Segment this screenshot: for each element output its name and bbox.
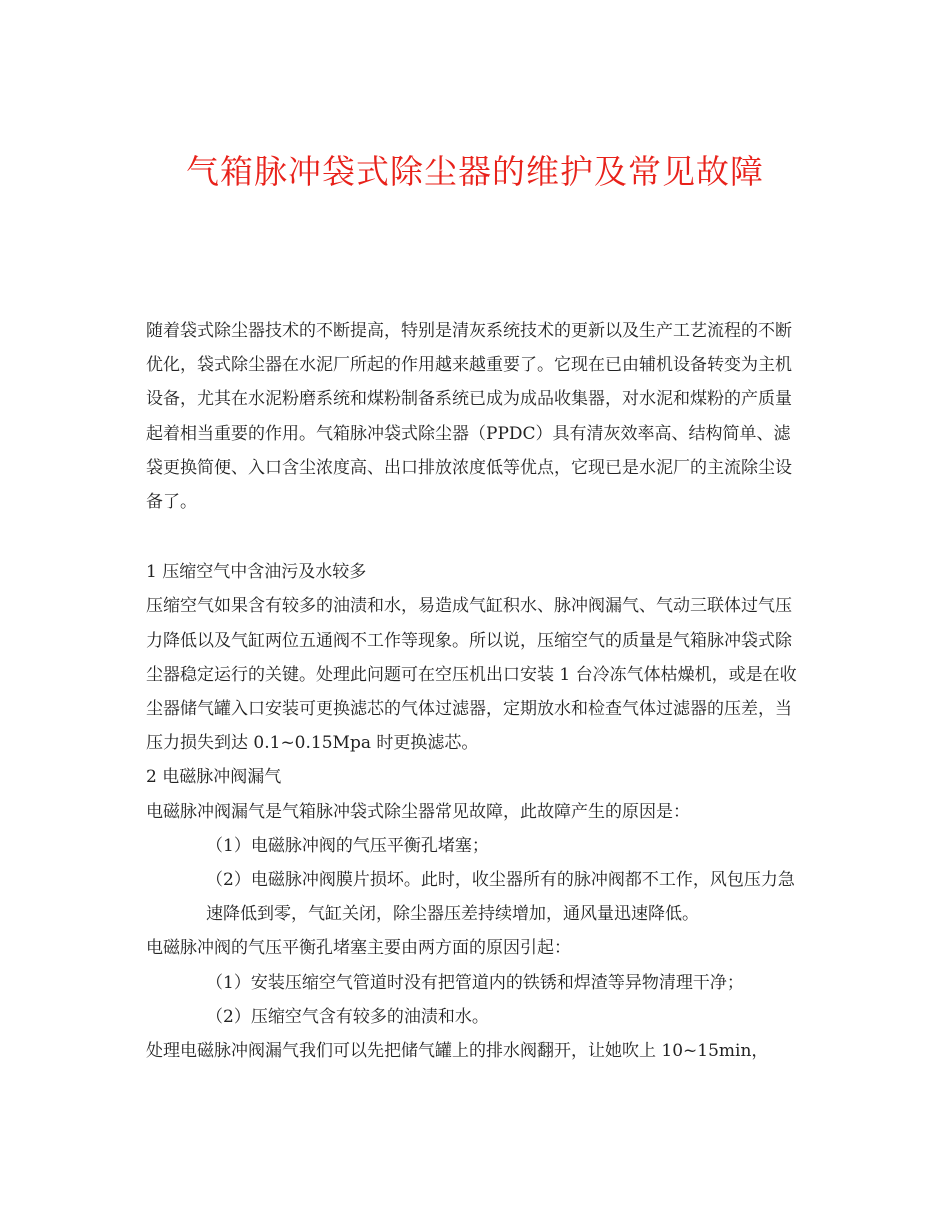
document-title: 气箱脉冲袋式除尘器的维护及常见故障 [186, 152, 764, 192]
document-body [146, 314, 806, 1068]
section-1-paragraph: 压缩空气如果含有较多的油渍和水，易造成气缸积水、脉冲阀漏气、气动三联体过气压力降低以及气缸两位五通阀不工作等现象。所以说，压缩空气的质量是气箱脉冲袋式除尘器稳定运行的关键。处理此问题可在空压机出口安装 1 台冷冻气体枯燥机，或是在收尘器储气罐入口安装可更换滤芯的气体过滤器，定期放水和检查气体过滤器的压差，当压力损失到达 0.1~0.15Mpa 时更换滤芯。 [146, 596, 797, 754]
section-2-subheading: 电磁脉冲阀的气压平衡孔堵塞主要由两方面的原因引起： [146, 938, 571, 959]
section-2-cause-2: （2）电磁脉冲阀膜片损坏。此时，收尘器所有的脉冲阀都不工作，风包压力急速降低到零，气缸关闭，除尘器压差持续增加，通风量迅速降低。 [206, 870, 795, 925]
section-2-reason-1: （1）安装压缩空气管道时没有把管道内的铁锈和焊渣等异物清理干净； [206, 972, 744, 993]
section-2-reason-2: （2）压缩空气含有较多的油渍和水。 [206, 1006, 489, 1027]
section-2-treatment: 处理电磁脉冲阀漏气我们可以先把储气罐上的排水阀翻开，让她吹上 10~15min， [146, 1041, 769, 1062]
intro-paragraph: 随着袋式除尘器技术的不断提高，特别是清灰系统技术的更新以及生产工艺流程的不断优化，袋式除尘器在水泥厂所起的作用越来越重要了。它现在已由辅机设备转变为主机设备，尤其在水泥粉磨系统和煤粉制备系统已成为成品收集器，对水泥和煤粉的产质量起着相当重要的作用。气箱脉冲袋式除尘器（PPDC）具有清灰效率高、结构简单、滤袋更换简便、入口含尘浓度高、出口排放浓度低等优点，它现已是水泥厂的主流除尘设备了。 [146, 321, 792, 513]
paragraph-gap [146, 519, 806, 555]
section-2-lead: 电磁脉冲阀漏气是气箱脉冲袋式除尘器常见故障，此故障产生的原因是： [146, 801, 690, 822]
section-2-heading: 2 电磁脉冲阀漏气 [146, 767, 282, 788]
section-1-heading: 1 压缩空气中含油污及水较多 [146, 562, 367, 583]
section-2-cause-1: （1）电磁脉冲阀的气压平衡孔堵塞； [206, 835, 489, 856]
